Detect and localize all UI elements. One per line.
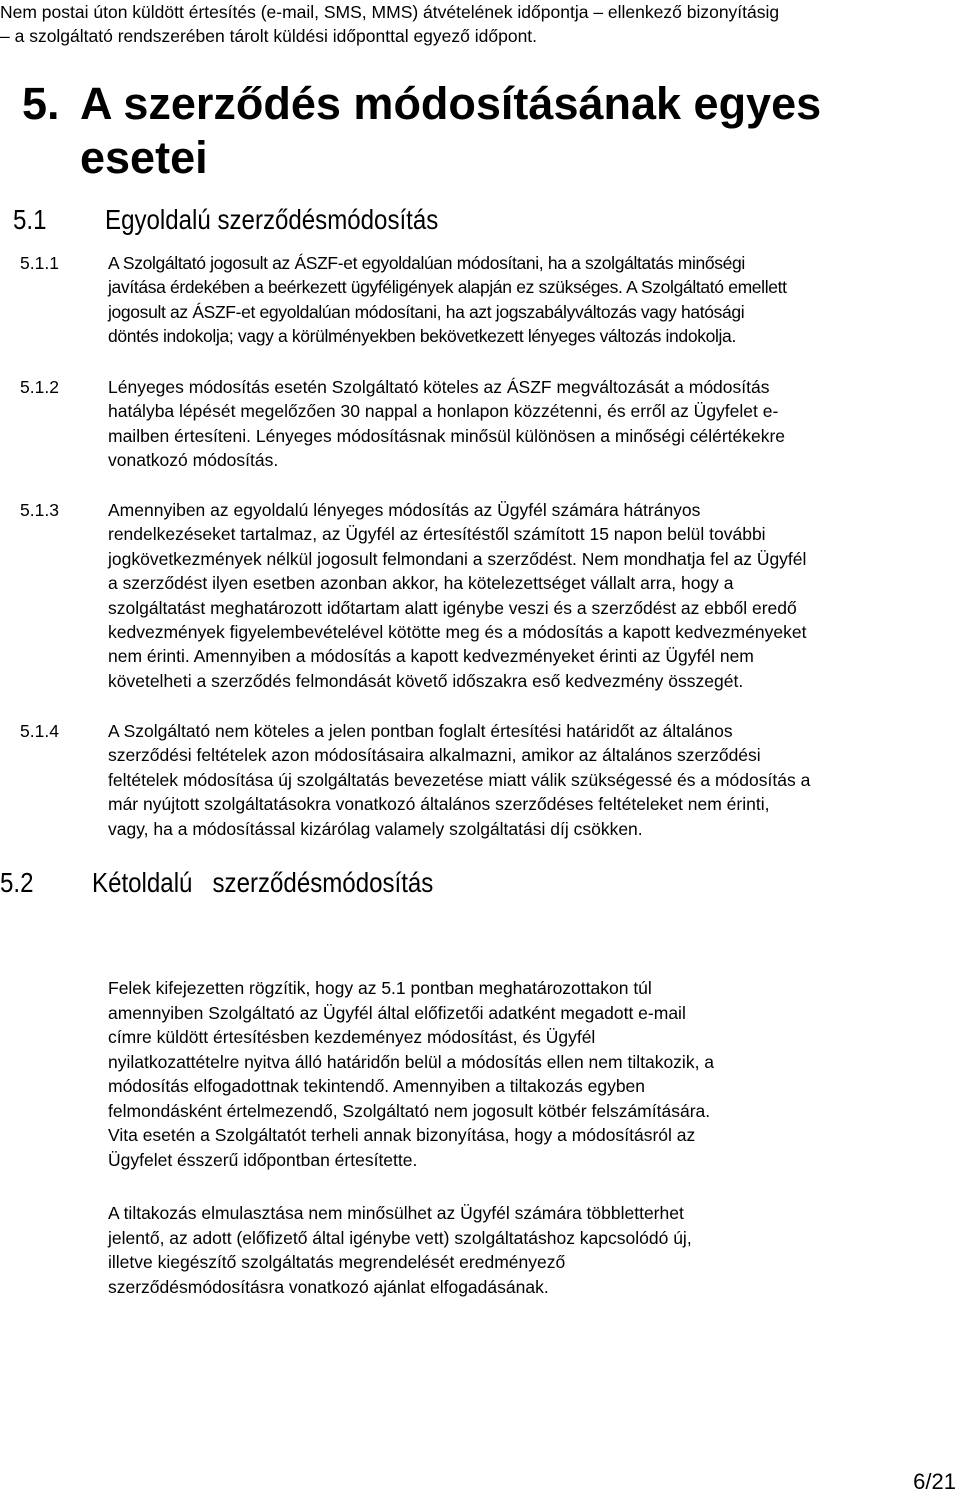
clause-line: a szerződést ilyen esetben azonban akkor, ha kötelezettséget vállalt arra, hogy a (108, 573, 734, 594)
intro-text (0, 0, 960, 48)
section-title: Egyoldalú szerződésmódosítás (105, 204, 439, 235)
clause-line: szolgáltatást meghatározott időtartam alatt igénybe veszi és a szerződést az ebből eredő (108, 597, 797, 618)
clause-line: jogosult az ÁSZF-et egyoldalúan módosítani, ha azt jogszabályváltozás vagy hatósági (108, 301, 745, 322)
paragraph-line: jelentő, az adott (előfizető által igénybe vett) szolgáltatáshoz kapcsolódó új, (108, 1227, 692, 1248)
clause-line: rendelkezéseket tartalmaz, az Ügyfél az értesítéstől számított 15 napon belül további (108, 524, 766, 545)
paragraph-line: A tiltakozás elmulasztása nem minősülhet az Ügyfél számára többletterhet (108, 1203, 684, 1223)
section-number: 5. (22, 78, 60, 129)
clause-text (108, 498, 806, 693)
clause-line: A Szolgáltató jogosult az ÁSZF-et egyoldalúan módosítani, ha a szolgáltatás minőségi (108, 253, 745, 273)
paragraph-line: nyilatkozattételre nyitva álló határidőn belül a módosítás ellen nem tiltakozik, a (108, 1051, 715, 1072)
clause-number: 5.1.1 (20, 253, 59, 273)
paragraph-line: illetve kiegészítő szolgáltatás megrendelését eredményező (108, 1252, 566, 1272)
section-number: 5.1 (13, 204, 47, 235)
clause-line: már nyújtott szolgáltatásokra vonatkozó általános szerződéses feltételeket nem érinti, (108, 794, 770, 815)
section-title: Kétoldalú szerződésmódosítás (92, 867, 434, 898)
clause-number: 5.1.2 (20, 377, 59, 397)
paragraph-line: Ügyfelet ésszerű időpontban értesítette. (108, 1149, 418, 1170)
clause-line: nem érinti. Amennyiben a módosítás a kapott kedvezményeket érinti az Ügyfél nem (108, 646, 754, 667)
paragraph-line: amennyiben Szolgáltató az Ügyfél által előfizetői adatként megadott e-mail (108, 1002, 686, 1023)
paragraph-line: felmondásként értelmezendő, Szolgáltató nem jogosult kötbér felszámítására. (108, 1100, 711, 1121)
clause-text (108, 375, 785, 473)
clause-line: döntés indokolja; vagy a körülményekben bekövetkezett lényeges változás indokolja. (108, 326, 736, 347)
paragraph-line: szerződésmódosításra vonatkozó ajánlat elfogadásának. (108, 1276, 549, 1297)
paragraph-line: címre küldött értesítésben kezdeményez módosítást, és Ügyfél (108, 1027, 596, 1047)
clause-number: 5.1.3 (20, 500, 59, 520)
page-number: 6/21 (913, 1469, 956, 1494)
clause-line: mailben értesíteni. Lényeges módosításnak minősül különösen a minőségi célértékekre (108, 425, 786, 446)
clause-line: vonatkozó módosítás. (108, 450, 279, 471)
clause-line: szerződési feltételek azon módosításaira alkalmazni, amikor az általános szerződési (108, 745, 761, 766)
paragraph-line: Vita esetén a Szolgáltatót terheli annak bizonyítása, hogy a módosításról az (108, 1125, 696, 1145)
clause-line: javítása érdekében a beérkezett ügyféligények alapján ez szükséges. A Szolgáltató emellett (108, 277, 787, 298)
clause-line: feltételek módosítása új szolgáltatás bevezetése miatt válik szükségessé és a módosítás a (108, 769, 811, 790)
clause-text (108, 719, 810, 841)
clause-text (108, 251, 787, 349)
intro-line: – a szolgáltató rendszerében tárolt küldési időponttal egyező időpont. (0, 26, 538, 46)
clause-line: követelheti a szerződés felmondását követő időszakra eső kedvezmény összegét. (108, 670, 744, 691)
clause-line: A Szolgáltató nem köteles a jelen pontban foglalt értesítési határidőt az általános (108, 721, 733, 741)
section-heading-5 (22, 74, 821, 134)
paragraph (108, 976, 714, 1172)
paragraph (108, 1201, 692, 1299)
clause-line: jogkövetkezmények nélkül jogosult felmondani a szerződést. Nem mondhatja fel az Ügyfél (108, 548, 807, 569)
section-title-line1: A szerződés módosításának egyes (80, 78, 822, 129)
clause-line: vagy, ha a módosítással kizárólag valamely szolgáltatási díj csökken. (108, 818, 643, 839)
clause-line: Lényeges módosítás esetén Szolgáltató köteles az ÁSZF megváltozását a módosítás (108, 377, 770, 397)
paragraph-line: Felek kifejezetten rögzítik, hogy az 5.1 pontban meghatározottakon túl (108, 978, 652, 998)
intro-line: Nem postai úton küldött értesítés (e-mail, SMS, MMS) átvételének időpontja – ellenkező bizonyításig (0, 2, 780, 22)
section-heading-5-2 (0, 865, 433, 901)
section-number: 5.2 (0, 867, 34, 898)
paragraph-line: módosítás elfogadottnak tekintendő. Amennyiben a tiltakozás egyben (108, 1076, 646, 1096)
clause-line: kedvezmények figyelembevételével kötötte meg és a módosítás a kapott kedvezményeket (108, 622, 807, 643)
section-heading-5-1 (13, 202, 438, 238)
clause-line: Amennyiben az egyoldalú lényeges módosítás az Ügyfél számára hátrányos (108, 500, 701, 520)
clause-number: 5.1.4 (20, 721, 59, 741)
section-title-line2: esetei (80, 132, 208, 183)
clause-line: hatályba lépését megelőzően 30 nappal a honlapon közzétenni, és erről az Ügyfelet e- (108, 401, 779, 422)
